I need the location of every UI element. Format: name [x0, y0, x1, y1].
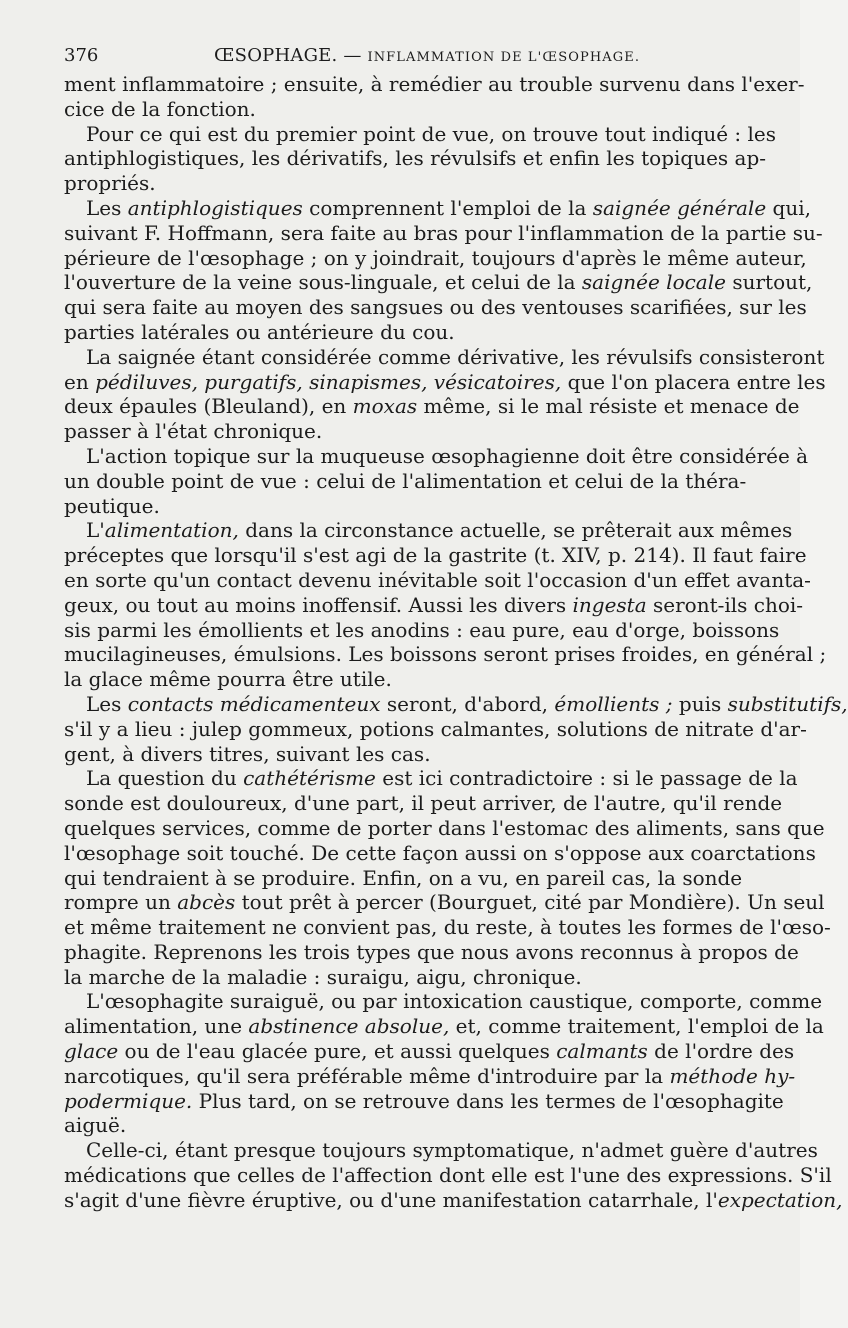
italic-term: substitutifs, — [727, 691, 848, 716]
text-run: L' — [86, 518, 105, 543]
text-run: l'ouverture de la veine sous-linguale, et celui de la — [64, 270, 582, 295]
chapter-title — [214, 44, 640, 70]
text-line — [64, 965, 740, 990]
text-run: de l'ordre des — [647, 1039, 795, 1064]
text-run: mucilagineuses, émulsions. Les boissons seront prises froides, en général ; — [64, 642, 827, 667]
text-run: parties latérales ou antérieure du cou. — [64, 319, 455, 344]
text-run: périeure de l'œsophage ; on y joindrait, toujours d'après le même auteur, — [64, 245, 807, 270]
text-line — [64, 890, 825, 915]
text-line — [64, 394, 800, 419]
text-run: seront-ils choi- — [646, 592, 804, 617]
text-line — [64, 1014, 824, 1039]
text-line — [64, 691, 848, 717]
italic-term: expectation, — [717, 1187, 843, 1212]
text-line — [64, 146, 767, 171]
text-run: qui, — [766, 195, 811, 220]
text-run: qui tendraient à se produire. Enfin, on a vu, en pareil cas, la sonde — [64, 865, 743, 890]
text-line — [64, 642, 827, 667]
text-run: la glace même pourra être utile. — [64, 667, 392, 692]
text-line — [64, 72, 805, 97]
italic-term: podermique. — [64, 1088, 193, 1113]
italic-term: ingesta — [572, 592, 647, 617]
text-line — [64, 220, 823, 246]
text-run: quelques services, comme de porter dans l'estomac des aliments, sans que — [64, 815, 825, 840]
text-line — [64, 667, 740, 692]
text-run: Pour ce qui est du premier point de vue, on trouve tout indiqué : les — [86, 121, 776, 146]
text-run: narcotiques, qu'il sera préférable même d'introduire par la — [64, 1063, 670, 1088]
text-line — [64, 865, 743, 891]
text-run: sonde est douloureux, d'une part, il peut arriver, de l'autre, qu'il rende — [64, 791, 783, 816]
text-run: la marche de la maladie : suraigu, aigu, chronique. — [64, 964, 582, 989]
text-run: alimentation, une — [64, 1014, 249, 1039]
text-line — [64, 1138, 818, 1163]
text-line — [64, 840, 816, 866]
italic-term: moxas — [352, 394, 418, 419]
text-run: surtout, — [725, 270, 813, 295]
text-run: s'il y a lieu : julep gommeux, potions calmantes, solutions de nitrate d'ar- — [64, 716, 807, 741]
text-line — [64, 121, 776, 147]
italic-term: saignée générale — [592, 195, 767, 220]
text-line — [64, 344, 825, 370]
text-line — [64, 989, 823, 1014]
text-run: propriés. — [64, 171, 156, 196]
text-run: que l'on placera entre les — [561, 369, 826, 394]
page-number: 376 — [64, 45, 99, 66]
text-run: L'action topique sur la muqueuse œsophagienne doit être considérée à — [86, 443, 809, 468]
text-line — [64, 270, 813, 295]
text-line — [64, 468, 747, 494]
italic-term: méthode hy- — [669, 1063, 796, 1088]
italic-term: glace — [64, 1039, 119, 1064]
text-run: est ici contradictoire : si le passage de la — [375, 766, 798, 791]
text-run: aiguë. — [64, 1113, 127, 1138]
text-line — [64, 543, 807, 568]
text-line — [64, 1187, 843, 1213]
text-run: phagite. Reprenons les trois types que nous avons reconnus à propos de — [64, 939, 799, 964]
text-run: dans la circonstance actuelle, se prêterait aux mêmes — [238, 518, 793, 543]
text-line — [64, 766, 798, 791]
text-run: geux, ou tout au moins inoffensif. Aussi les divers — [64, 592, 573, 617]
text-run: rompre un — [64, 890, 178, 915]
italic-term: saignée locale — [581, 270, 726, 295]
text-run: médications que celles de l'affection dont elle est l'une des expressions. S'il — [64, 1163, 832, 1188]
text-line — [64, 915, 831, 940]
body-text — [64, 72, 848, 1213]
text-run: préceptes que lorsqu'il s'est agi de la gastrite (t. XIV, p. 214). Il faut faire — [64, 543, 807, 568]
text-run: suivant F. Hoffmann, sera faite au bras pour l'inflammation de la partie su- — [64, 220, 823, 245]
text-run: passer à l'état chronique. — [64, 419, 323, 444]
text-run: peutique. — [64, 493, 160, 518]
text-run: s'agit d'une fièvre éruptive, ou d'une manifestation catarrhale, l' — [64, 1187, 718, 1212]
text-line — [64, 1163, 832, 1188]
text-run: L'œsophagite suraiguë, ou par intoxication caustique, comporte, comme — [86, 989, 823, 1014]
text-run: même, si le mal résiste et menace de — [417, 394, 800, 419]
text-line — [64, 443, 809, 469]
text-run: en sorte qu'un contact devenu inévitable soit l'occasion d'un effet avanta- — [64, 567, 811, 592]
text-run: tout prêt à percer (Bourguet, cité par Mondière). Un seul — [235, 890, 825, 915]
text-line — [64, 939, 799, 965]
text-run: l'œsophage soit touché. De cette façon aussi on s'oppose aux coarctations — [64, 840, 816, 865]
text-run: deux épaules (Bleuland), en — [64, 394, 353, 419]
text-line — [64, 369, 826, 395]
text-line — [64, 494, 740, 519]
text-run: sis parmi les émollients et les anodins : eau pure, eau d'orge, boissons — [64, 617, 780, 642]
italic-term: calmants — [556, 1039, 648, 1064]
text-line — [64, 1039, 795, 1064]
chapter-title-main: ŒSOPHAGE. — — [214, 45, 368, 66]
text-line — [64, 592, 804, 618]
text-line — [64, 1088, 784, 1114]
text-run: Plus tard, on se retrouve dans les termes de l'œsophagite — [192, 1088, 784, 1113]
text-line — [64, 518, 793, 543]
text-line — [64, 815, 825, 841]
text-line — [64, 716, 807, 742]
text-line — [64, 567, 811, 593]
text-run: puis — [672, 691, 728, 716]
text-run: antiphlogistiques, les dérivatifs, les révulsifs et enfin les topiques ap- — [64, 146, 767, 171]
text-line — [64, 295, 807, 320]
text-line — [64, 245, 807, 271]
text-run: en — [64, 369, 96, 394]
text-line — [64, 742, 740, 767]
text-run: La question du — [86, 766, 244, 791]
italic-term: contacts médicamenteux — [127, 691, 381, 716]
text-run: gent, à divers titres, suivant les cas. — [64, 741, 431, 766]
text-run: seront, d'abord, — [380, 691, 555, 716]
chapter-subtitle: INFLAMMATION DE L'ŒSOPHAGE. — [367, 50, 641, 65]
text-line — [64, 97, 740, 122]
italic-term: abcès — [177, 890, 236, 915]
italic-term: pédiluves, purgatifs, sinapismes, vésicatoires, — [95, 369, 562, 394]
text-run: un double point de vue : celui de l'alimentation et celui de la théra- — [64, 468, 747, 493]
text-run: et même traitement ne convient pas, du reste, à toutes les formes de l'œso- — [64, 915, 831, 940]
text-run: ment inflammatoire ; ensuite, à remédier au trouble survenu dans l'exer- — [64, 72, 805, 96]
italic-term: cathétérisme — [243, 766, 376, 791]
text-run: cice de la fonction. — [64, 96, 256, 121]
text-line — [64, 791, 783, 816]
text-run: Les — [86, 691, 128, 716]
text-run: La saignée étant considérée comme dérivative, les révulsifs consisteront — [86, 344, 825, 369]
text-run: Celle-ci, étant presque toujours symptomatique, n'admet guère d'autres — [86, 1138, 818, 1163]
text-line — [64, 419, 740, 444]
text-line — [64, 1113, 740, 1138]
italic-term: abstinence absolue, — [248, 1014, 450, 1039]
italic-term: antiphlogistiques — [127, 195, 303, 220]
text-run: qui sera faite au moyen des sangsues ou des ventouses scarifiées, sur les — [64, 295, 807, 320]
text-line — [64, 1063, 796, 1089]
text-line — [64, 195, 811, 221]
text-line — [64, 320, 740, 345]
text-run: et, comme traitement, l'emploi de la — [449, 1014, 824, 1039]
text-run: ou de l'eau glacée pure, et aussi quelques — [118, 1039, 557, 1064]
text-line — [64, 617, 780, 643]
running-head — [64, 44, 740, 68]
text-line — [64, 171, 740, 196]
text-run: Les — [86, 195, 128, 220]
italic-term: émollients ; — [554, 691, 673, 716]
italic-term: alimentation, — [104, 518, 239, 543]
text-run: comprennent l'emploi de la — [302, 195, 593, 220]
